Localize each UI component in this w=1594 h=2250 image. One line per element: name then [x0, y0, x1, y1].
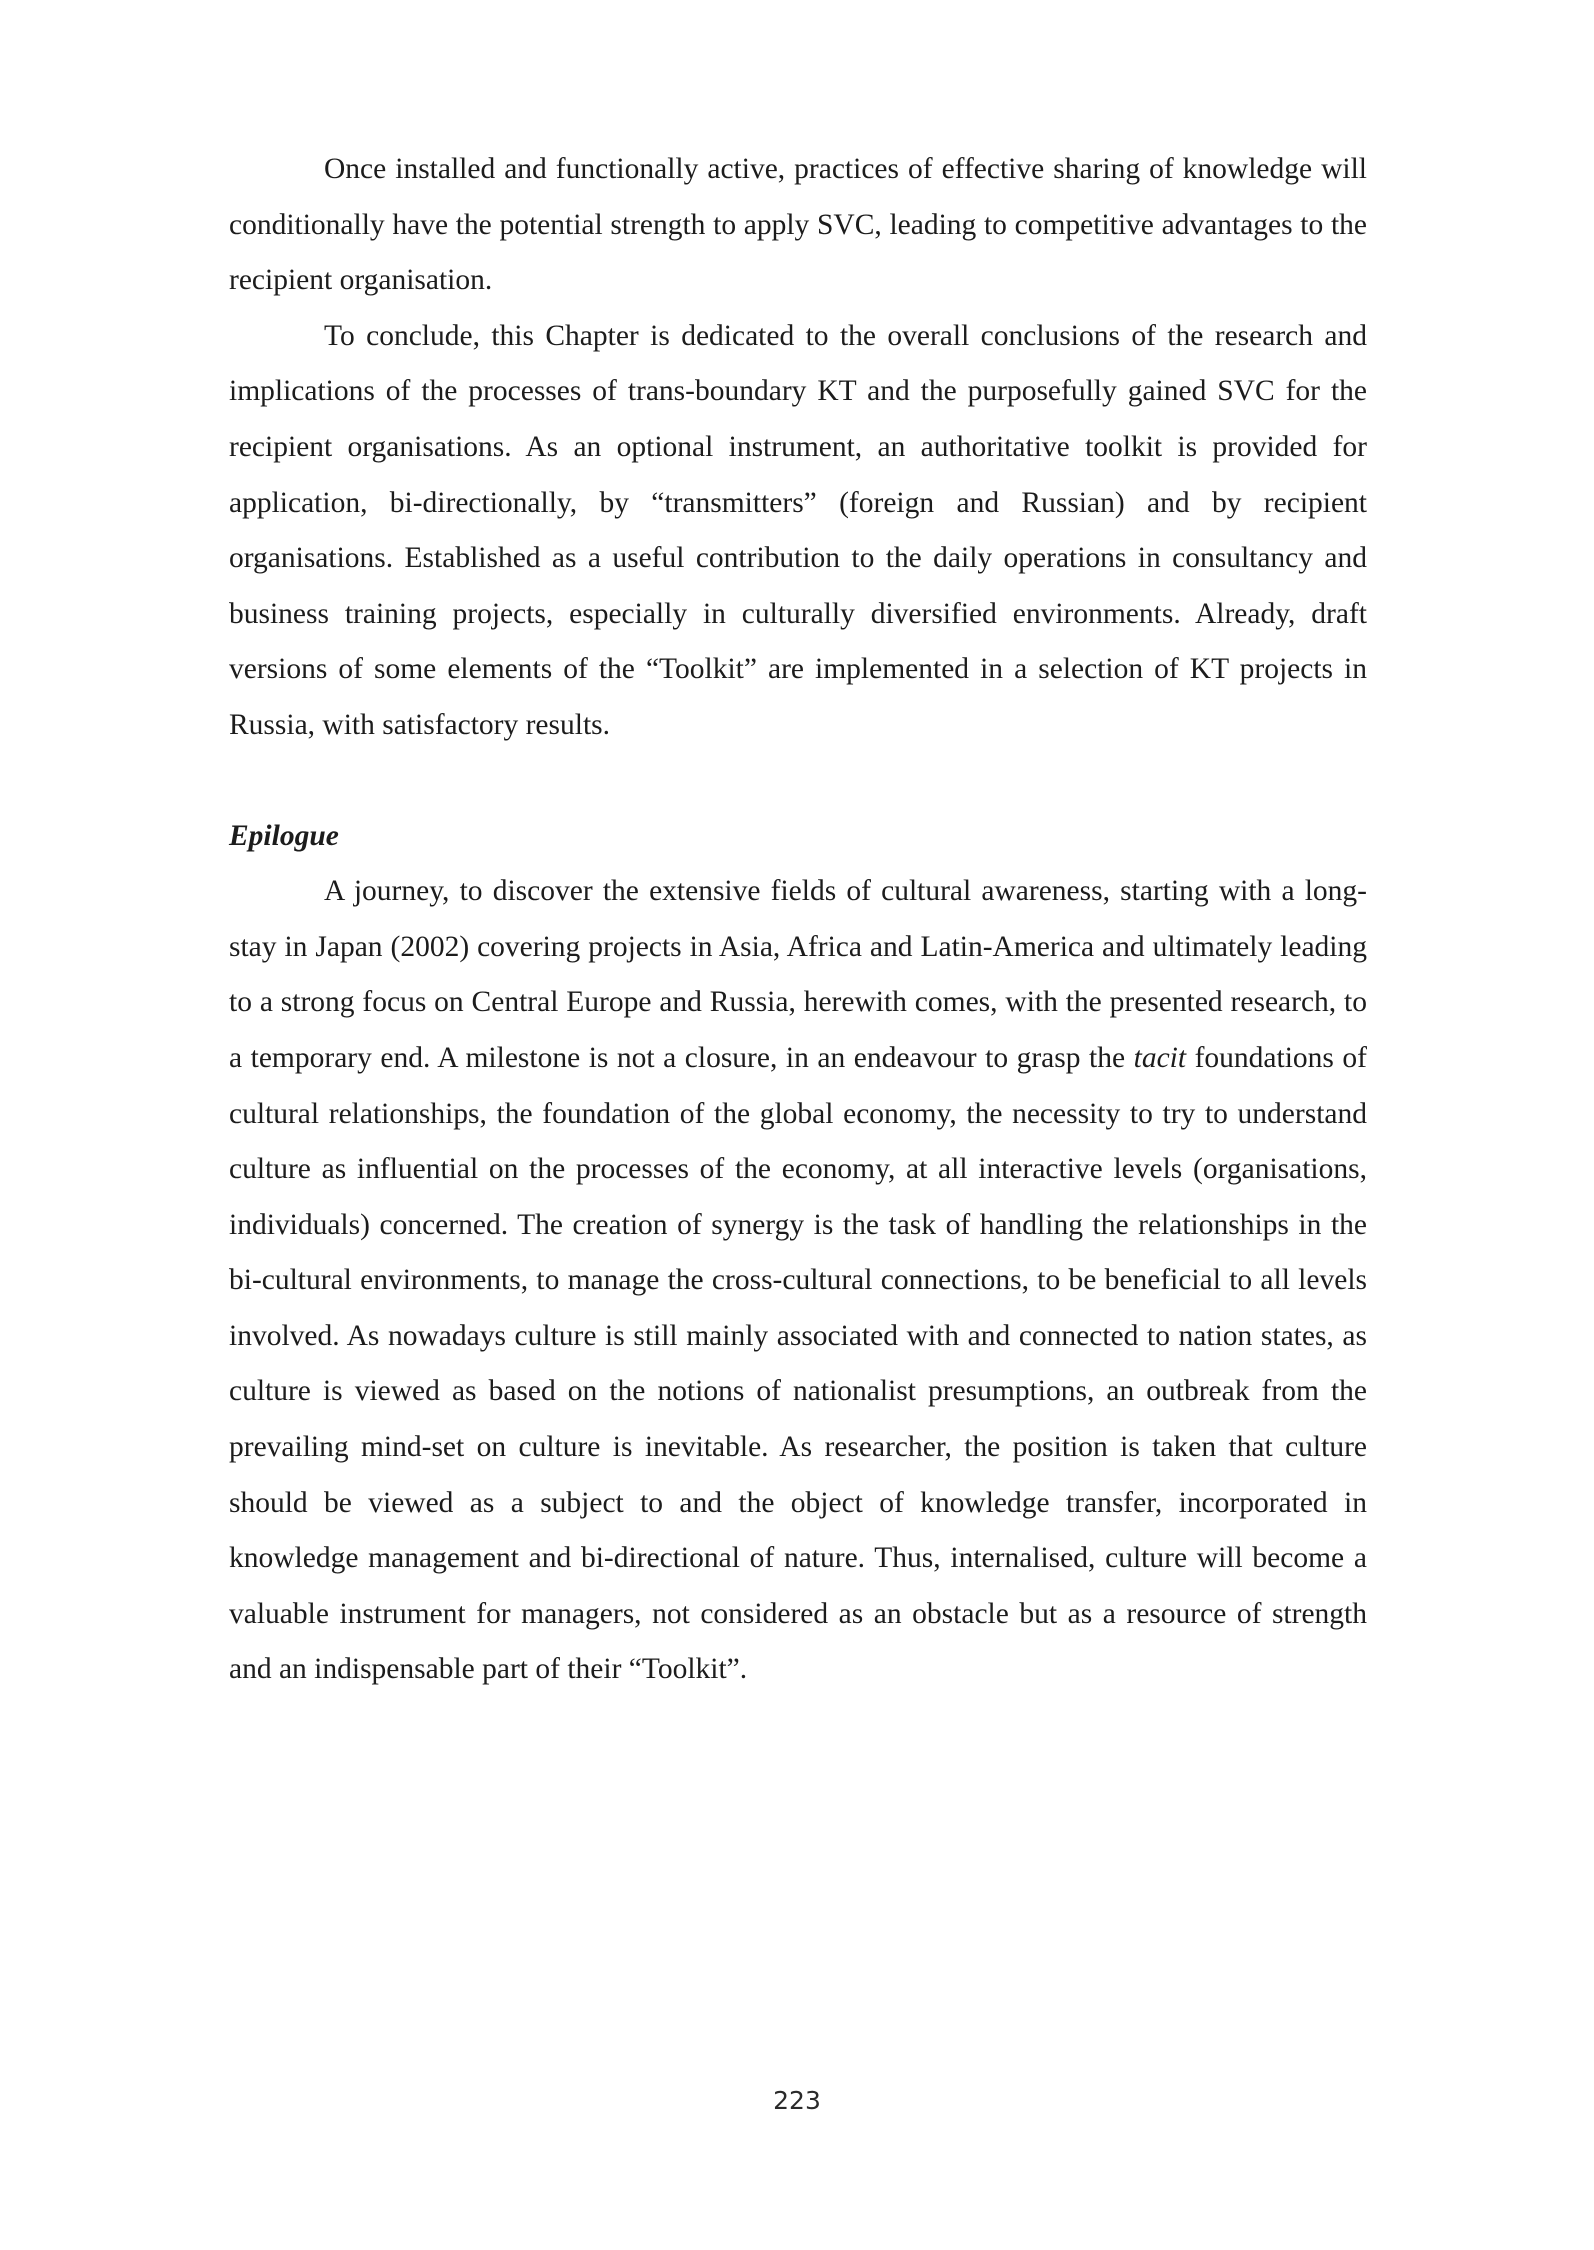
paragraph-installed: Once installed and functionally active, practices of effective sharing of knowledge will conditionally have the potential strength to apply SVC, leading to competitive advantages to the recipient organisation. [229, 153, 1367, 297]
epilogue-heading: Epilogue [229, 819, 339, 852]
body-text [229, 142, 1367, 1698]
epilogue-text-start: A journey, to discover the extensive fields of cultural awareness, starting with a long-stay in Japan (2002) covering projects in Asia, Africa and Latin-America and ultimately leading to a strong focus on Central Europe and Russia, herewith comes, with the presented research, to a temporary end. A milestone is not a closure, in an endeavour to grasp the [229, 875, 1367, 1074]
paragraph-conclude: To conclude, this Chapter is dedicated to the overall conclusions of the research and implications of the processes of trans-boundary KT and the purposefully gained SVC for the recipient organisations. As an optional instrument, an authoritative toolkit is provided for application, bi-directionally, by “transmitters” (foreign and Russian) and by recipient organisations. Established as a useful contribution to the daily operations in consultancy and business training projects, especially in culturally diversified environments. Already, draft versions of some elements of the “Toolkit” are implemented in a selection of KT projects in Russia, with satisfactory results. [229, 319, 1367, 741]
page-number: 223 [773, 2086, 821, 2115]
paragraph-epilogue [229, 864, 1367, 1698]
epilogue-text-end: foundations of cultural relationships, the foundation of the global economy, the necessity to try to understand culture as influential on the processes of the economy, at all interactive levels (organisations, individuals) concerned. The creation of synergy is the task of handling the relationships in the bi-cultural environments, to manage the cross-cultural connections, to be beneficial to all levels involved. As nowadays culture is still mainly associated with and connected to nation states, as culture is viewed as based on the notions of nationalist presumptions, an outbreak from the prevailing mind-set on culture is inevitable. As researcher, the position is taken that culture should be viewed as a subject to and the object of knowledge transfer, incorporated in knowledge management and bi-directional of nature. Thus, internalised, culture will become a valuable instrument for managers, not considered as an obstacle but as a resource of strength and an indispensable part of their “Toolkit”. [229, 1041, 1367, 1686]
epilogue-italic-word: tacit [1133, 1041, 1187, 1074]
